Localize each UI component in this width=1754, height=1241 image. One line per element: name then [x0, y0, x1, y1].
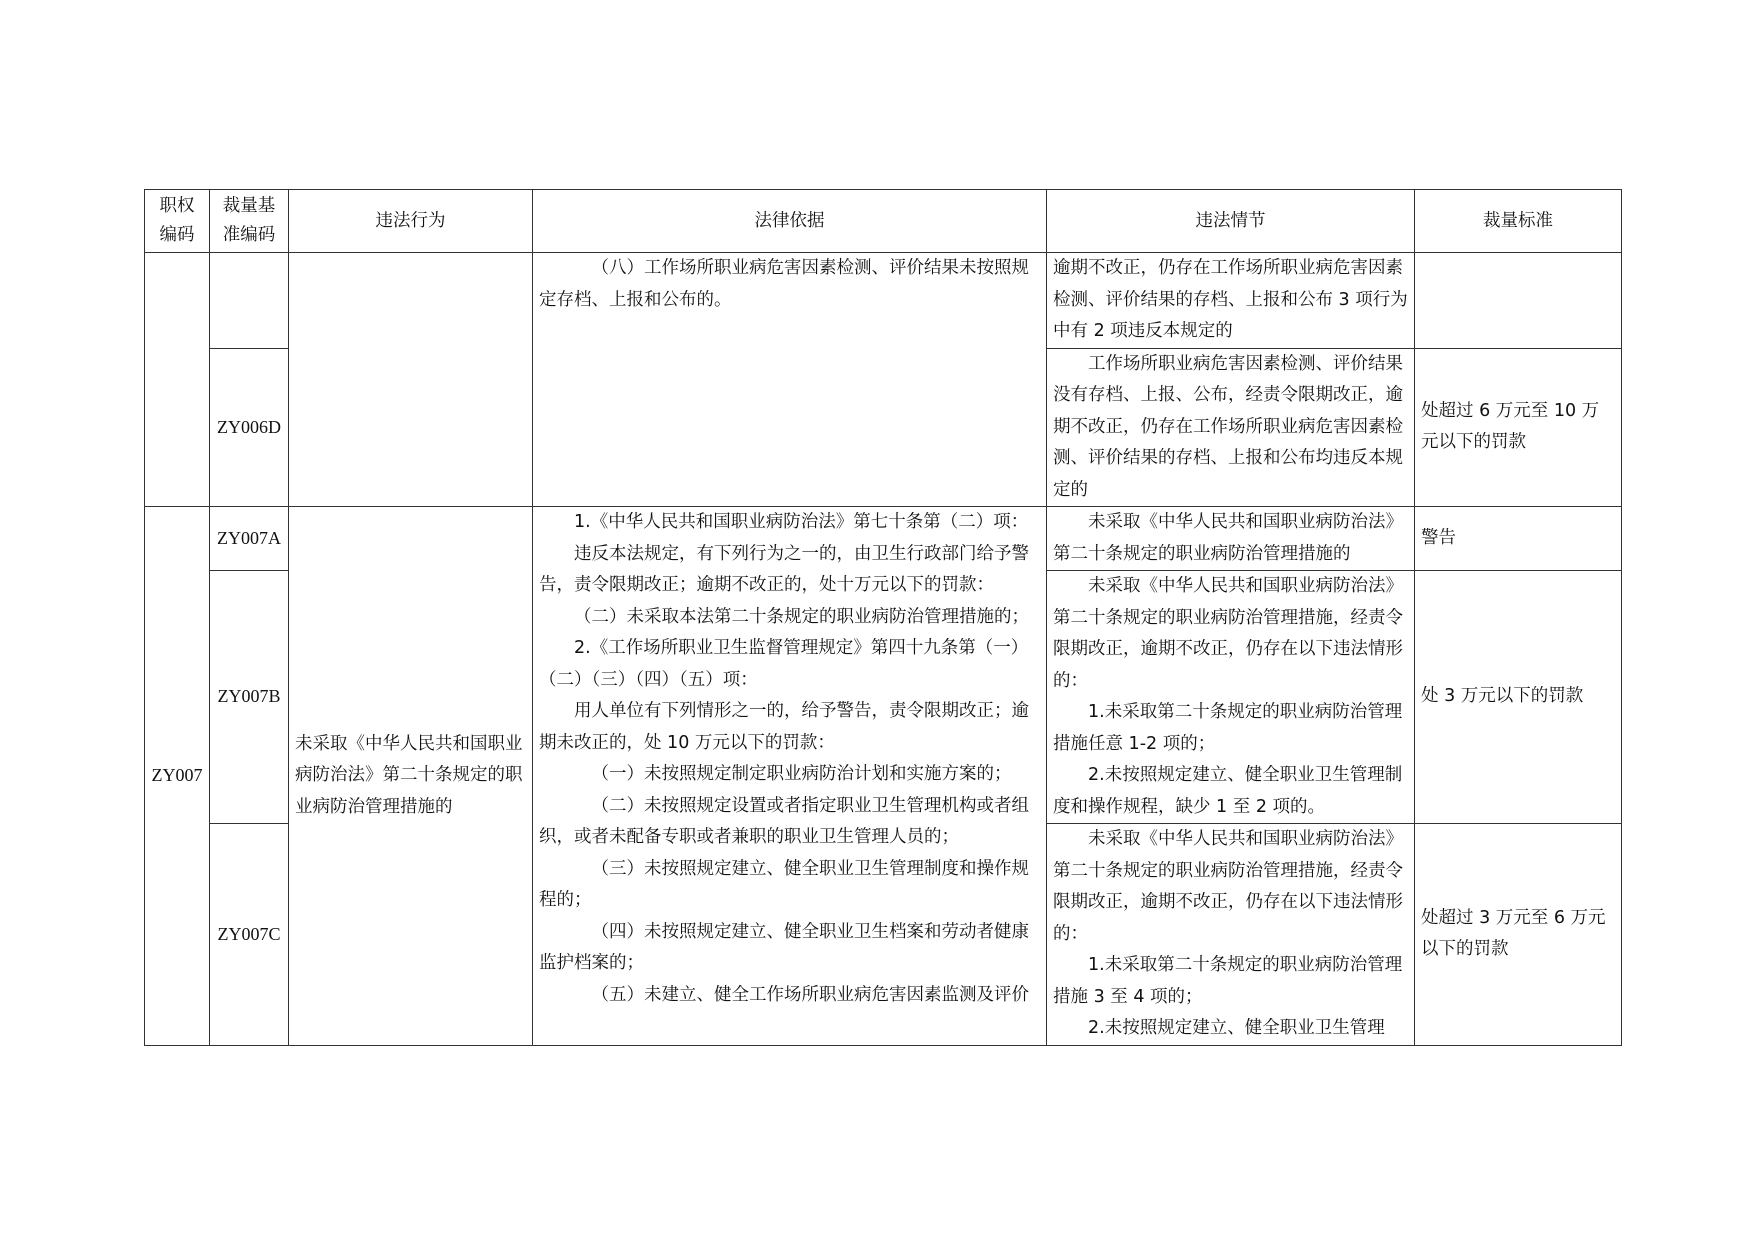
circumstance-cell	[1047, 507, 1415, 571]
circumstance-text: 工作场所职业病危害因素检测、评价结果没有存档、上报、公布，经责令限期改正，逾期不改正，仍存在工作场所职业病危害因素检测、评价结果的存档、上报和公布均违反本规定的	[1053, 353, 1403, 500]
circumstance-paragraph: 2.未按照规定建立、健全职业卫生管理制度和操作规程，缺少 1 至 2 项的。	[1053, 765, 1403, 817]
circumstance-cell	[1047, 571, 1415, 824]
legal-basis-paragraph: 1.《中华人民共和国职业病防治法》第七十条第（二）项：	[574, 512, 1029, 532]
violation-cell	[289, 253, 533, 507]
legal-basis-list	[539, 507, 1040, 1011]
table-row	[145, 253, 1622, 349]
discretion-code-cell: ZY007C	[210, 824, 289, 1046]
legal-basis-cell	[533, 253, 1047, 507]
header-authority-code: 职权 编码	[145, 190, 210, 253]
legal-basis-paragraph: （一）未按照规定制定职业病防治计划和实施方案的；	[591, 764, 1012, 784]
circumstance-paragraph: 1.未采取第二十条规定的职业病防治管理措施 3 至 4 项的；	[1053, 955, 1403, 1007]
discretion-code-cell: ZY007A	[210, 507, 289, 571]
violation-cell: 未采取《中华人民共和国职业病防治法》第二十条规定的职业病防治管理措施的	[289, 507, 533, 1046]
circumstance-list	[1053, 571, 1408, 823]
header-circumstance: 违法情节	[1047, 190, 1415, 253]
standard-cell: 处超过 6 万元至 10 万元以下的罚款	[1415, 348, 1622, 507]
legal-basis-paragraph: 违反本法规定，有下列行为之一的，由卫生行政部门给予警告，责令限期改正；逾期不改正的，处十万元以下的罚款：	[539, 543, 1029, 595]
circumstance-paragraph: 1.未采取第二十条规定的职业病防治管理措施任意 1-2 项的；	[1053, 702, 1403, 754]
discretion-code-cell: ZY007B	[210, 571, 289, 824]
circumstance-paragraph: 未采取《中华人民共和国职业病防治法》第二十条规定的职业病防治管理措施，经责令限期改正，逾期不改正，仍存在以下违法情形的：	[1053, 829, 1403, 944]
authority-code-cell	[145, 253, 210, 507]
authority-code-cell: ZY007	[145, 507, 210, 1046]
discretion-standard-table	[144, 189, 1622, 1046]
header-violation: 违法行为	[289, 190, 533, 253]
standard-cell: 处超过 3 万元至 6 万元以下的罚款	[1415, 824, 1622, 1046]
legal-basis-cell	[533, 507, 1047, 1046]
discretion-code-cell	[210, 253, 289, 349]
legal-basis-paragraph: 用人单位有下列情形之一的，给予警告，责令限期改正；逾期未改正的，处 10 万元以下的罚款：	[539, 701, 1029, 753]
legal-basis-paragraph: 2.《工作场所职业卫生监督管理规定》第四十九条第（一）（二）（三）（四）（五）项：	[539, 638, 1029, 690]
header-legal-basis: 法律依据	[533, 190, 1047, 253]
standard-cell: 处 3 万元以下的罚款	[1415, 571, 1622, 824]
header-row	[145, 190, 1622, 253]
circumstance-paragraph: 未采取《中华人民共和国职业病防治法》第二十条规定的职业病防治管理措施，经责令限期改正，逾期不改正，仍存在以下违法情形的：	[1053, 576, 1403, 691]
standard-cell	[1415, 253, 1622, 349]
circumstance-text: 未采取《中华人民共和国职业病防治法》第二十条规定的职业病防治管理措施的	[1053, 512, 1403, 564]
circumstance-paragraph: 2.未按照规定建立、健全职业卫生管理	[1088, 1018, 1385, 1038]
circumstance-cell	[1047, 824, 1415, 1046]
standard-cell: 警告	[1415, 507, 1622, 571]
circumstance-cell	[1047, 348, 1415, 507]
header-standard: 裁量标准	[1415, 190, 1622, 253]
legal-basis-text: （八）工作场所职业病危害因素检测、评价结果未按照规定存档、上报和公布的。	[539, 258, 1029, 310]
legal-basis-paragraph: （三）未按照规定建立、健全职业卫生管理制度和操作规程的；	[539, 858, 1029, 910]
legal-basis-paragraph: （五）未建立、健全工作场所职业病危害因素监测及评价	[591, 984, 1029, 1005]
legal-basis-paragraph: （四）未按照规定建立、健全职业卫生档案和劳动者健康监护档案的；	[539, 921, 1029, 973]
circumstance-cell: 逾期不改正，仍存在工作场所职业病危害因素检测、评价结果的存档、上报和公布 3 项行为中有 2 项违反本规定的	[1047, 253, 1415, 349]
discretion-code-cell: ZY006D	[210, 348, 289, 507]
legal-basis-paragraph: （二）未按照规定设置或者指定职业卫生管理机构或者组织，或者未配备专职或者兼职的职业卫生管理人员的；	[539, 795, 1029, 847]
header-discretion-code: 裁量基 准编码	[210, 190, 289, 253]
legal-basis-paragraph: （二）未采取本法第二十条规定的职业病防治管理措施的；	[574, 606, 1029, 627]
circumstance-list	[1053, 824, 1408, 1045]
table-row	[145, 507, 1622, 571]
